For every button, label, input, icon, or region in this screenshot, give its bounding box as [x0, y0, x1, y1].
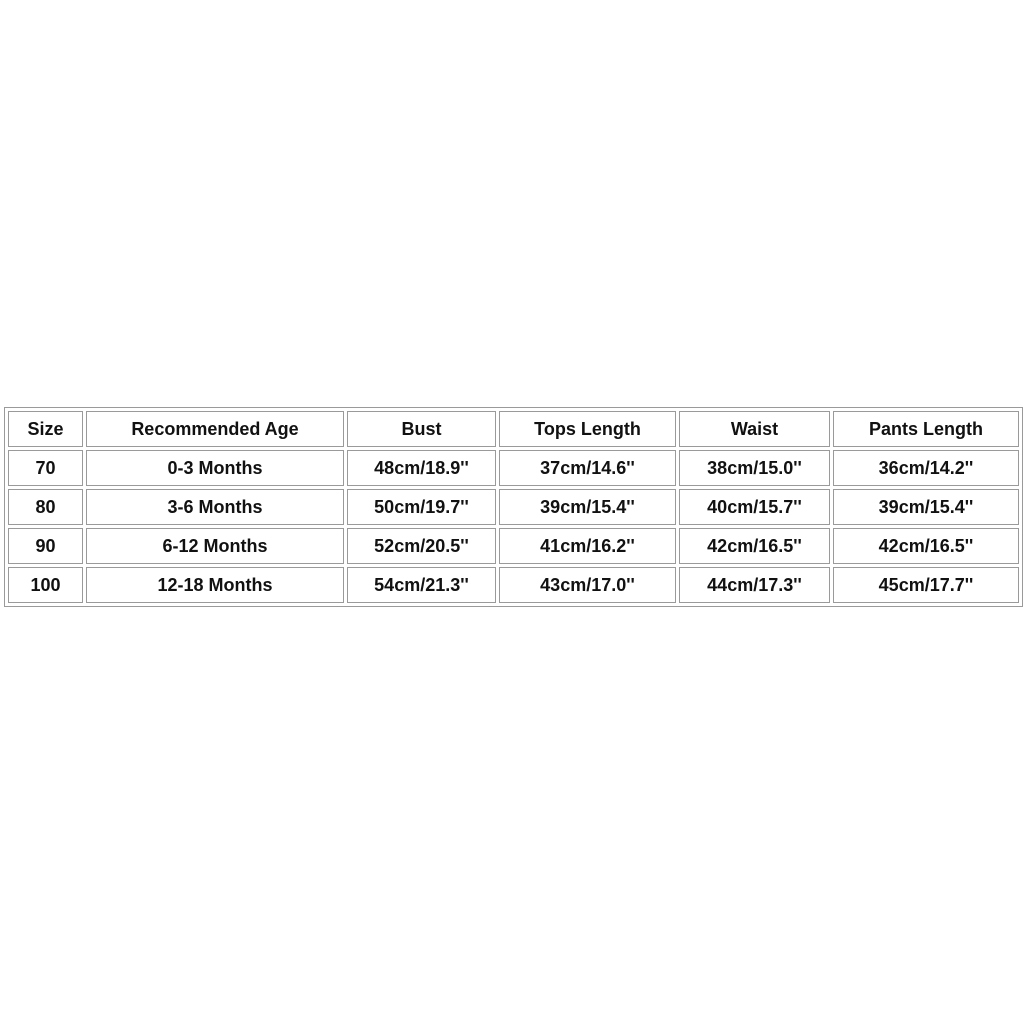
header-size: Size [8, 411, 83, 447]
cell-bust: 48cm/18.9'' [347, 450, 496, 486]
cell-pants-length: 42cm/16.5'' [833, 528, 1019, 564]
cell-recommended-age: 3-6 Months [86, 489, 344, 525]
cell-waist: 38cm/15.0'' [679, 450, 830, 486]
header-waist: Waist [679, 411, 830, 447]
table-row [8, 450, 1019, 486]
cell-size: 70 [8, 450, 83, 486]
cell-recommended-age: 6-12 Months [86, 528, 344, 564]
cell-pants-length: 36cm/14.2'' [833, 450, 1019, 486]
header-bust: Bust [347, 411, 496, 447]
cell-pants-length: 39cm/15.4'' [833, 489, 1019, 525]
cell-bust: 54cm/21.3'' [347, 567, 496, 603]
cell-waist: 42cm/16.5'' [679, 528, 830, 564]
header-tops-length: Tops Length [499, 411, 676, 447]
cell-recommended-age: 0-3 Months [86, 450, 344, 486]
table-row [8, 528, 1019, 564]
cell-tops-length: 37cm/14.6'' [499, 450, 676, 486]
cell-waist: 40cm/15.7'' [679, 489, 830, 525]
cell-tops-length: 39cm/15.4'' [499, 489, 676, 525]
cell-bust: 52cm/20.5'' [347, 528, 496, 564]
header-row [8, 411, 1019, 447]
cell-waist: 44cm/17.3'' [679, 567, 830, 603]
header-pants-length: Pants Length [833, 411, 1019, 447]
size-chart-table [4, 407, 1023, 607]
cell-bust: 50cm/19.7'' [347, 489, 496, 525]
cell-size: 80 [8, 489, 83, 525]
cell-tops-length: 41cm/16.2'' [499, 528, 676, 564]
cell-pants-length: 45cm/17.7'' [833, 567, 1019, 603]
header-recommended-age: Recommended Age [86, 411, 344, 447]
table-row [8, 489, 1019, 525]
cell-size: 90 [8, 528, 83, 564]
table-row [8, 567, 1019, 603]
cell-size: 100 [8, 567, 83, 603]
cell-recommended-age: 12-18 Months [86, 567, 344, 603]
cell-tops-length: 43cm/17.0'' [499, 567, 676, 603]
